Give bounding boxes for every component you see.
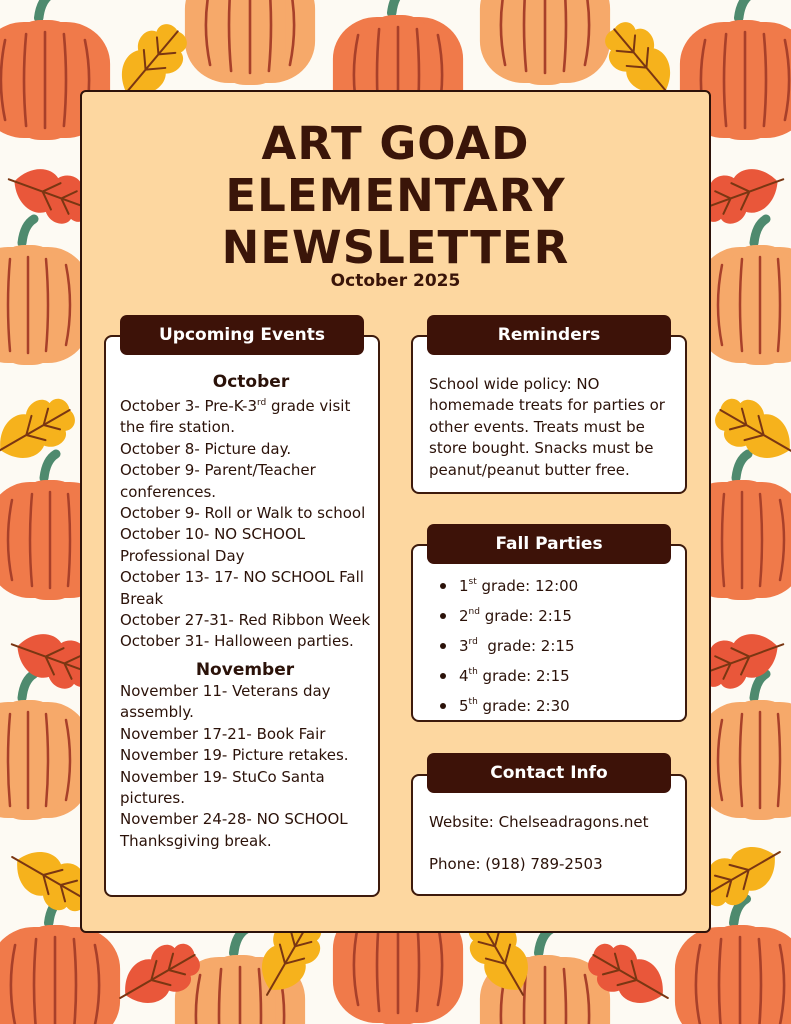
grade-number: 3 <box>459 637 469 655</box>
event-text: October 10- NO SCHOOL Professional Day <box>120 525 306 565</box>
event-text: October 9- Parent/Teacher conferences. <box>120 461 316 501</box>
title-line-2: ELEMENTARY <box>225 169 566 222</box>
november-events <box>120 681 370 852</box>
event-text: October 31- Halloween parties. <box>120 632 354 651</box>
title-line-3: NEWSLETTER <box>221 221 570 274</box>
events-list <box>120 371 370 852</box>
event-item <box>120 567 370 610</box>
event-text: October 27-31- Red Ribbon Week <box>120 611 371 630</box>
fall-parties-list <box>440 574 680 724</box>
event-item <box>120 767 370 810</box>
event-item <box>120 724 370 745</box>
event-text: October 13- 17- NO SCHOOL Fall Break <box>120 568 364 608</box>
reminders-text: School wide policy: NO homemade treats for parties or other events. Treats must be store bought. Snacks must be peanut/peanut butter free. <box>429 375 665 479</box>
event-item <box>120 524 370 567</box>
upcoming-events-heading: Upcoming Events <box>120 315 364 355</box>
grade-number: 2 <box>459 607 469 625</box>
event-item <box>120 809 370 852</box>
october-events <box>120 393 370 653</box>
party-item <box>440 664 680 694</box>
contact-website: Website: Chelseadragons.net <box>429 813 649 831</box>
page-title <box>80 118 711 274</box>
grade-ordinal: rd <box>468 637 478 647</box>
event-text: November 11- Veterans day assembly. <box>120 681 331 722</box>
event-item <box>120 745 370 766</box>
event-text: October 9- Roll or Walk to school <box>120 504 366 523</box>
event-text: November 24-28- NO SCHOOL Thanksgiving break. <box>120 810 348 850</box>
grade-number: 1 <box>459 577 469 595</box>
party-time: grade: 2:15 <box>479 607 572 625</box>
november-heading: November <box>195 659 295 680</box>
grade-ordinal: th <box>468 697 478 707</box>
event-item <box>120 460 370 503</box>
event-ordinal: rd <box>257 398 267 408</box>
event-item <box>120 631 370 652</box>
party-item <box>440 604 680 634</box>
event-text: November 19- Picture retakes. <box>120 746 349 765</box>
event-item <box>120 393 370 439</box>
grade-number: 5 <box>459 697 469 715</box>
event-text: October 8- Picture day. <box>120 439 292 458</box>
grade-ordinal: th <box>468 667 478 677</box>
newsletter-date: October 2025 <box>330 271 461 291</box>
event-text: October 3- Pre-K-3 <box>120 397 257 415</box>
event-item <box>120 439 370 460</box>
contact-info-heading: Contact Info <box>427 753 671 793</box>
party-time: grade: 2:30 <box>477 697 570 715</box>
event-text: November 17-21- Book Fair <box>120 724 326 743</box>
party-item <box>440 634 680 664</box>
grade-ordinal: st <box>468 577 477 587</box>
event-text: November 19- StuCo Santa pictures. <box>120 767 325 807</box>
october-heading: October <box>212 372 290 392</box>
party-item <box>440 694 680 724</box>
event-item <box>120 681 370 724</box>
party-item <box>440 574 680 604</box>
title-line-1: ART GOAD <box>261 117 530 170</box>
party-time: grade: 2:15 <box>477 667 570 685</box>
grade-number: 4 <box>459 667 469 685</box>
party-time: grade: 12:00 <box>476 577 579 595</box>
reminders-heading: Reminders <box>427 315 671 355</box>
fall-parties-heading: Fall Parties <box>427 524 671 564</box>
event-text-cont: grade visit the fire station. <box>120 397 351 437</box>
event-item <box>120 503 370 524</box>
contact-phone: Phone: (918) 789-2503 <box>429 855 603 873</box>
party-time: grade: 2:15 <box>477 637 575 655</box>
grade-ordinal: nd <box>468 607 480 617</box>
event-item <box>120 610 370 631</box>
